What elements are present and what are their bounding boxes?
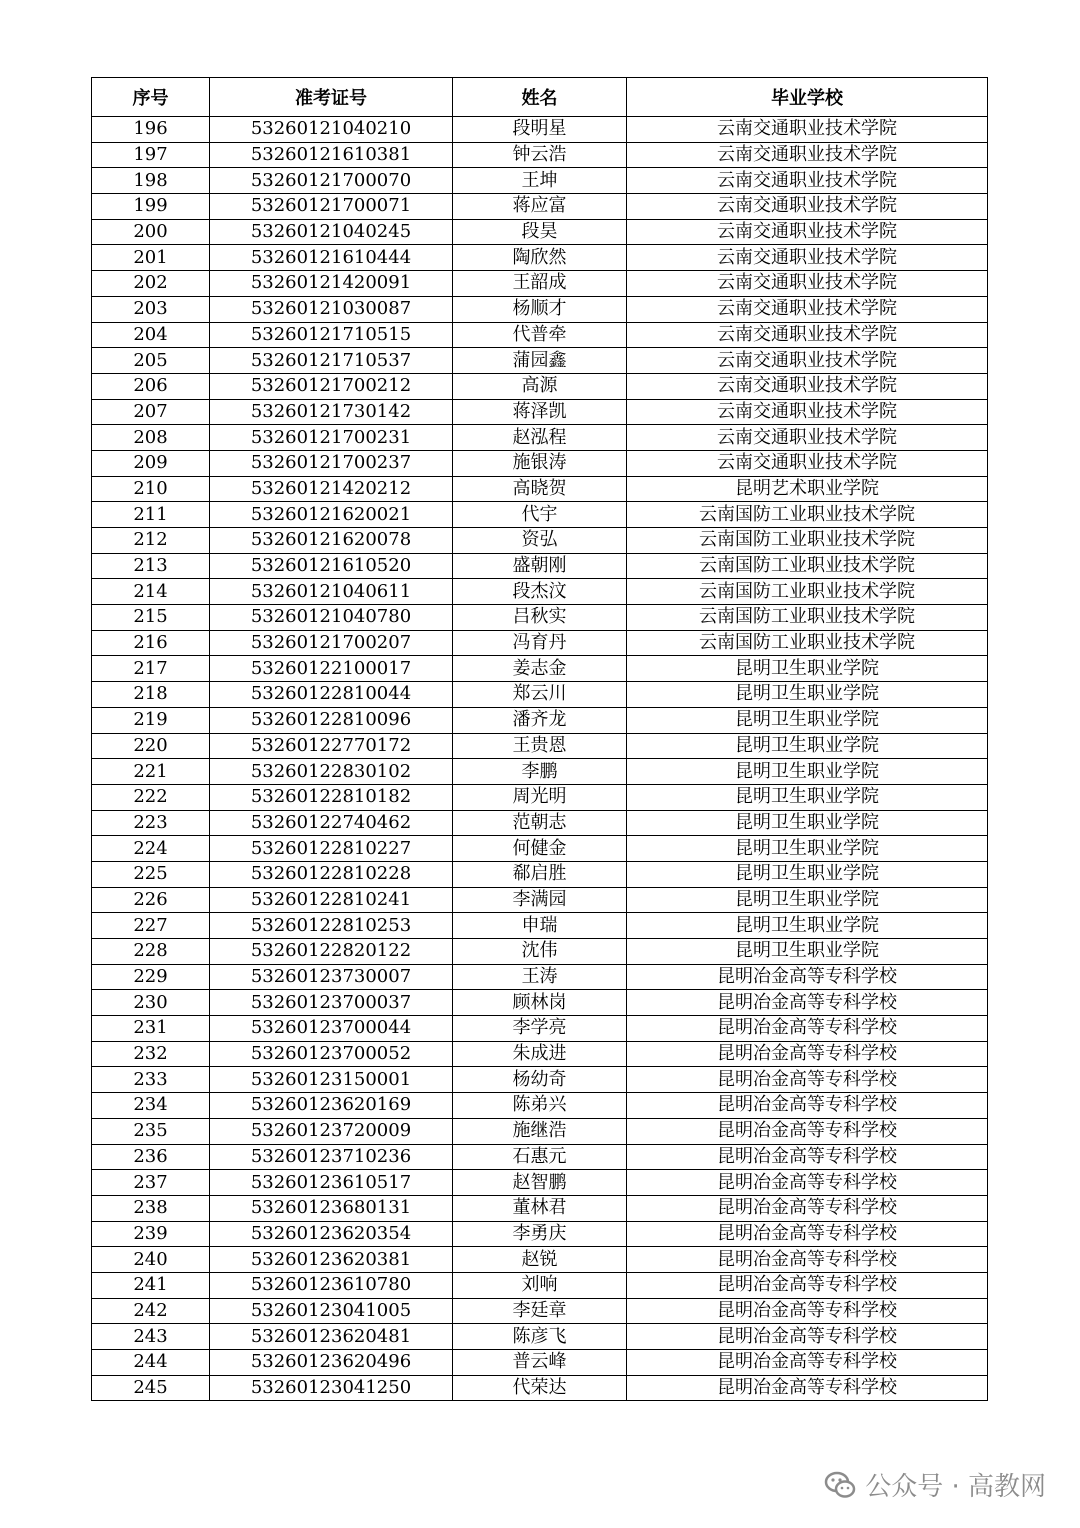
cell-exam-id: 53260121040245 xyxy=(210,219,453,245)
cell-index: 214 xyxy=(92,579,210,605)
table-row xyxy=(92,1221,988,1247)
cell-exam-id: 53260122740462 xyxy=(210,810,453,836)
cell-exam-id: 53260123620381 xyxy=(210,1247,453,1273)
cell-name: 陈彦飞 xyxy=(453,1324,627,1350)
cell-school: 云南交通职业技术学院 xyxy=(627,348,988,374)
cell-index: 237 xyxy=(92,1170,210,1196)
cell-index: 200 xyxy=(92,219,210,245)
cell-name: 申瑞 xyxy=(453,913,627,939)
cell-index: 224 xyxy=(92,836,210,862)
table-row xyxy=(92,1272,988,1298)
table-row xyxy=(92,1016,988,1042)
cell-name: 李学亮 xyxy=(453,1016,627,1042)
cell-name: 王涛 xyxy=(453,964,627,990)
cell-exam-id: 53260122810228 xyxy=(210,861,453,887)
cell-index: 209 xyxy=(92,450,210,476)
header-name: 姓名 xyxy=(453,78,627,117)
cell-school: 云南交通职业技术学院 xyxy=(627,322,988,348)
cell-index: 242 xyxy=(92,1298,210,1324)
cell-exam-id: 53260121030087 xyxy=(210,296,453,322)
cell-index: 197 xyxy=(92,142,210,168)
cell-name: 董林君 xyxy=(453,1195,627,1221)
cell-name: 沈伟 xyxy=(453,939,627,965)
cell-index: 221 xyxy=(92,759,210,785)
cell-school: 昆明冶金高等专科学校 xyxy=(627,1016,988,1042)
cell-index: 201 xyxy=(92,245,210,271)
cell-name: 段杰汶 xyxy=(453,579,627,605)
cell-school: 云南交通职业技术学院 xyxy=(627,117,988,143)
cell-index: 233 xyxy=(92,1067,210,1093)
cell-school: 昆明冶金高等专科学校 xyxy=(627,1170,988,1196)
cell-name: 李廷章 xyxy=(453,1298,627,1324)
cell-exam-id: 53260123720009 xyxy=(210,1118,453,1144)
cell-exam-id: 53260123041005 xyxy=(210,1298,453,1324)
cell-name: 高源 xyxy=(453,373,627,399)
table-row xyxy=(92,990,988,1016)
header-exam-id: 准考证号 xyxy=(210,78,453,117)
cell-exam-id: 53260122810241 xyxy=(210,887,453,913)
table-row xyxy=(92,939,988,965)
cell-index: 217 xyxy=(92,656,210,682)
cell-school: 昆明卫生职业学院 xyxy=(627,707,988,733)
cell-exam-id: 53260123620169 xyxy=(210,1093,453,1119)
cell-school: 云南交通职业技术学院 xyxy=(627,425,988,451)
cell-index: 216 xyxy=(92,630,210,656)
cell-exam-id: 53260122810253 xyxy=(210,913,453,939)
table-row xyxy=(92,502,988,528)
cell-school: 昆明卫生职业学院 xyxy=(627,887,988,913)
table-row xyxy=(92,1118,988,1144)
cell-school: 云南国防工业职业技术学院 xyxy=(627,502,988,528)
cell-index: 220 xyxy=(92,733,210,759)
watermark xyxy=(823,1466,1046,1503)
cell-index: 218 xyxy=(92,682,210,708)
cell-name: 陶欣然 xyxy=(453,245,627,271)
cell-exam-id: 53260122810182 xyxy=(210,784,453,810)
cell-index: 238 xyxy=(92,1195,210,1221)
cell-name: 何健金 xyxy=(453,836,627,862)
cell-index: 243 xyxy=(92,1324,210,1350)
table-row xyxy=(92,1170,988,1196)
cell-name: 李满园 xyxy=(453,887,627,913)
cell-exam-id: 53260123700044 xyxy=(210,1016,453,1042)
cell-exam-id: 53260121700231 xyxy=(210,425,453,451)
header-index: 序号 xyxy=(92,78,210,117)
table-row xyxy=(92,836,988,862)
cell-exam-id: 53260122810227 xyxy=(210,836,453,862)
cell-index: 230 xyxy=(92,990,210,1016)
table-row xyxy=(92,810,988,836)
cell-exam-id: 53260123730007 xyxy=(210,964,453,990)
cell-school: 昆明冶金高等专科学校 xyxy=(627,1067,988,1093)
table-row xyxy=(92,1093,988,1119)
cell-name: 李勇庆 xyxy=(453,1221,627,1247)
cell-exam-id: 53260121620021 xyxy=(210,502,453,528)
cell-exam-id: 53260123620481 xyxy=(210,1324,453,1350)
table-row xyxy=(92,528,988,554)
cell-name: 朱成进 xyxy=(453,1041,627,1067)
table-row xyxy=(92,1247,988,1273)
cell-index: 229 xyxy=(92,964,210,990)
cell-exam-id: 53260121040780 xyxy=(210,605,453,631)
cell-school: 昆明卫生职业学院 xyxy=(627,836,988,862)
cell-index: 204 xyxy=(92,322,210,348)
cell-name: 赵泓程 xyxy=(453,425,627,451)
cell-school: 昆明卫生职业学院 xyxy=(627,682,988,708)
cell-school: 云南交通职业技术学院 xyxy=(627,271,988,297)
cell-name: 王韶成 xyxy=(453,271,627,297)
cell-school: 昆明冶金高等专科学校 xyxy=(627,1041,988,1067)
cell-school: 云南交通职业技术学院 xyxy=(627,373,988,399)
cell-exam-id: 53260121420212 xyxy=(210,476,453,502)
cell-name: 周光明 xyxy=(453,784,627,810)
cell-index: 210 xyxy=(92,476,210,502)
cell-school: 云南交通职业技术学院 xyxy=(627,399,988,425)
cell-school: 昆明卫生职业学院 xyxy=(627,810,988,836)
results-table xyxy=(91,77,988,1401)
cell-name: 段明星 xyxy=(453,117,627,143)
watermark-text: 公众号 · 高教网 xyxy=(865,1472,1046,1502)
cell-name: 顾林岗 xyxy=(453,990,627,1016)
cell-name: 石惠元 xyxy=(453,1144,627,1170)
cell-index: 244 xyxy=(92,1350,210,1376)
cell-exam-id: 53260121730142 xyxy=(210,399,453,425)
cell-school: 云南交通职业技术学院 xyxy=(627,219,988,245)
table-row xyxy=(92,1041,988,1067)
cell-school: 云南交通职业技术学院 xyxy=(627,296,988,322)
cell-school: 昆明冶金高等专科学校 xyxy=(627,1298,988,1324)
table-row xyxy=(92,887,988,913)
cell-exam-id: 53260123610780 xyxy=(210,1272,453,1298)
table-row xyxy=(92,476,988,502)
cell-exam-id: 53260122810044 xyxy=(210,682,453,708)
cell-school: 昆明冶金高等专科学校 xyxy=(627,1195,988,1221)
cell-exam-id: 53260122820122 xyxy=(210,939,453,965)
cell-school: 云南国防工业职业技术学院 xyxy=(627,528,988,554)
cell-index: 232 xyxy=(92,1041,210,1067)
table-row xyxy=(92,1324,988,1350)
cell-school: 昆明卫生职业学院 xyxy=(627,784,988,810)
cell-exam-id: 53260122810096 xyxy=(210,707,453,733)
cell-name: 赵锐 xyxy=(453,1247,627,1273)
cell-index: 241 xyxy=(92,1272,210,1298)
cell-name: 冯育丹 xyxy=(453,630,627,656)
cell-name: 段昊 xyxy=(453,219,627,245)
cell-exam-id: 53260121420091 xyxy=(210,271,453,297)
wechat-icon xyxy=(823,1468,857,1502)
cell-name: 代普牵 xyxy=(453,322,627,348)
table-row xyxy=(92,117,988,143)
cell-school: 昆明卫生职业学院 xyxy=(627,861,988,887)
cell-name: 施银涛 xyxy=(453,450,627,476)
cell-exam-id: 53260121700207 xyxy=(210,630,453,656)
table-row xyxy=(92,142,988,168)
cell-name: 代荣达 xyxy=(453,1375,627,1401)
cell-index: 234 xyxy=(92,1093,210,1119)
table-row xyxy=(92,1298,988,1324)
cell-exam-id: 53260121040210 xyxy=(210,117,453,143)
cell-name: 资弘 xyxy=(453,528,627,554)
table-row xyxy=(92,707,988,733)
cell-index: 236 xyxy=(92,1144,210,1170)
cell-name: 李鹏 xyxy=(453,759,627,785)
cell-exam-id: 53260122830102 xyxy=(210,759,453,785)
cell-name: 姜志金 xyxy=(453,656,627,682)
cell-index: 227 xyxy=(92,913,210,939)
cell-school: 云南国防工业职业技术学院 xyxy=(627,553,988,579)
cell-name: 施继浩 xyxy=(453,1118,627,1144)
cell-exam-id: 53260121710537 xyxy=(210,348,453,374)
cell-school: 云南国防工业职业技术学院 xyxy=(627,630,988,656)
cell-school: 昆明卫生职业学院 xyxy=(627,939,988,965)
cell-school: 昆明卫生职业学院 xyxy=(627,656,988,682)
cell-name: 陈弟兴 xyxy=(453,1093,627,1119)
cell-exam-id: 53260121620078 xyxy=(210,528,453,554)
cell-school: 昆明冶金高等专科学校 xyxy=(627,1375,988,1401)
header-school: 毕业学校 xyxy=(627,78,988,117)
cell-school: 云南交通职业技术学院 xyxy=(627,245,988,271)
cell-school: 昆明冶金高等专科学校 xyxy=(627,1324,988,1350)
table-row xyxy=(92,682,988,708)
cell-index: 228 xyxy=(92,939,210,965)
results-table-container xyxy=(91,77,987,1401)
cell-exam-id: 53260121610520 xyxy=(210,553,453,579)
table-row xyxy=(92,219,988,245)
table-row xyxy=(92,450,988,476)
cell-name: 蒋应富 xyxy=(453,194,627,220)
cell-exam-id: 53260121700070 xyxy=(210,168,453,194)
table-row xyxy=(92,964,988,990)
table-row xyxy=(92,630,988,656)
cell-name: 郑云川 xyxy=(453,682,627,708)
table-header-row xyxy=(92,78,988,117)
cell-school: 昆明冶金高等专科学校 xyxy=(627,1272,988,1298)
cell-school: 昆明冶金高等专科学校 xyxy=(627,1221,988,1247)
cell-index: 245 xyxy=(92,1375,210,1401)
table-row xyxy=(92,759,988,785)
cell-exam-id: 53260123680131 xyxy=(210,1195,453,1221)
cell-name: 王贵恩 xyxy=(453,733,627,759)
cell-index: 225 xyxy=(92,861,210,887)
cell-index: 211 xyxy=(92,502,210,528)
cell-exam-id: 53260123710236 xyxy=(210,1144,453,1170)
table-row xyxy=(92,861,988,887)
cell-exam-id: 53260122100017 xyxy=(210,656,453,682)
cell-school: 昆明卫生职业学院 xyxy=(627,759,988,785)
cell-index: 219 xyxy=(92,707,210,733)
cell-index: 198 xyxy=(92,168,210,194)
cell-index: 235 xyxy=(92,1118,210,1144)
cell-index: 205 xyxy=(92,348,210,374)
table-row xyxy=(92,245,988,271)
cell-school: 昆明冶金高等专科学校 xyxy=(627,1247,988,1273)
table-row xyxy=(92,373,988,399)
cell-exam-id: 53260121610444 xyxy=(210,245,453,271)
cell-index: 208 xyxy=(92,425,210,451)
cell-exam-id: 53260123620496 xyxy=(210,1350,453,1376)
table-row xyxy=(92,784,988,810)
table-row xyxy=(92,656,988,682)
table-row xyxy=(92,1375,988,1401)
cell-name: 普云峰 xyxy=(453,1350,627,1376)
cell-index: 207 xyxy=(92,399,210,425)
table-row xyxy=(92,579,988,605)
cell-exam-id: 53260121040611 xyxy=(210,579,453,605)
cell-exam-id: 53260121700212 xyxy=(210,373,453,399)
cell-name: 杨顺才 xyxy=(453,296,627,322)
cell-school: 昆明冶金高等专科学校 xyxy=(627,1350,988,1376)
cell-name: 吕秋实 xyxy=(453,605,627,631)
cell-school: 云南交通职业技术学院 xyxy=(627,194,988,220)
cell-exam-id: 53260122770172 xyxy=(210,733,453,759)
cell-index: 240 xyxy=(92,1247,210,1273)
cell-school: 云南国防工业职业技术学院 xyxy=(627,605,988,631)
table-row xyxy=(92,296,988,322)
cell-school: 昆明冶金高等专科学校 xyxy=(627,1093,988,1119)
cell-name: 赵智鹏 xyxy=(453,1170,627,1196)
table-row xyxy=(92,271,988,297)
table-row xyxy=(92,605,988,631)
cell-exam-id: 53260123620354 xyxy=(210,1221,453,1247)
cell-index: 226 xyxy=(92,887,210,913)
cell-exam-id: 53260123150001 xyxy=(210,1067,453,1093)
table-row xyxy=(92,194,988,220)
cell-index: 199 xyxy=(92,194,210,220)
cell-name: 刘响 xyxy=(453,1272,627,1298)
cell-exam-id: 53260121610381 xyxy=(210,142,453,168)
cell-index: 213 xyxy=(92,553,210,579)
cell-index: 203 xyxy=(92,296,210,322)
table-body xyxy=(92,117,988,1401)
cell-school: 云南交通职业技术学院 xyxy=(627,168,988,194)
cell-exam-id: 53260123700052 xyxy=(210,1041,453,1067)
cell-index: 196 xyxy=(92,117,210,143)
table-row xyxy=(92,1195,988,1221)
table-row xyxy=(92,399,988,425)
cell-index: 202 xyxy=(92,271,210,297)
cell-name: 代宇 xyxy=(453,502,627,528)
cell-index: 212 xyxy=(92,528,210,554)
cell-name: 杨幼奇 xyxy=(453,1067,627,1093)
cell-exam-id: 53260123700037 xyxy=(210,990,453,1016)
table-row xyxy=(92,168,988,194)
cell-name: 钟云浩 xyxy=(453,142,627,168)
cell-exam-id: 53260123041250 xyxy=(210,1375,453,1401)
cell-school: 昆明卫生职业学院 xyxy=(627,913,988,939)
cell-school: 昆明冶金高等专科学校 xyxy=(627,990,988,1016)
table-row xyxy=(92,913,988,939)
table-row xyxy=(92,425,988,451)
table-row xyxy=(92,348,988,374)
cell-exam-id: 53260123610517 xyxy=(210,1170,453,1196)
cell-school: 昆明冶金高等专科学校 xyxy=(627,964,988,990)
table-row xyxy=(92,553,988,579)
cell-name: 郗启胜 xyxy=(453,861,627,887)
cell-name: 王坤 xyxy=(453,168,627,194)
cell-name: 蒲园鑫 xyxy=(453,348,627,374)
cell-name: 蒋泽凯 xyxy=(453,399,627,425)
table-row xyxy=(92,733,988,759)
cell-index: 223 xyxy=(92,810,210,836)
cell-exam-id: 53260121700071 xyxy=(210,194,453,220)
cell-school: 昆明艺术职业学院 xyxy=(627,476,988,502)
cell-exam-id: 53260121710515 xyxy=(210,322,453,348)
cell-exam-id: 53260121700237 xyxy=(210,450,453,476)
cell-index: 206 xyxy=(92,373,210,399)
cell-index: 215 xyxy=(92,605,210,631)
cell-school: 昆明冶金高等专科学校 xyxy=(627,1144,988,1170)
table-row xyxy=(92,1067,988,1093)
cell-school: 云南交通职业技术学院 xyxy=(627,450,988,476)
cell-school: 云南国防工业职业技术学院 xyxy=(627,579,988,605)
table-row xyxy=(92,322,988,348)
cell-name: 潘齐龙 xyxy=(453,707,627,733)
table-row xyxy=(92,1144,988,1170)
cell-school: 云南交通职业技术学院 xyxy=(627,142,988,168)
cell-index: 231 xyxy=(92,1016,210,1042)
table-row xyxy=(92,1350,988,1376)
cell-school: 昆明卫生职业学院 xyxy=(627,733,988,759)
cell-name: 盛朝刚 xyxy=(453,553,627,579)
cell-school: 昆明冶金高等专科学校 xyxy=(627,1118,988,1144)
cell-name: 范朝志 xyxy=(453,810,627,836)
cell-index: 239 xyxy=(92,1221,210,1247)
cell-index: 222 xyxy=(92,784,210,810)
cell-name: 高晓贺 xyxy=(453,476,627,502)
